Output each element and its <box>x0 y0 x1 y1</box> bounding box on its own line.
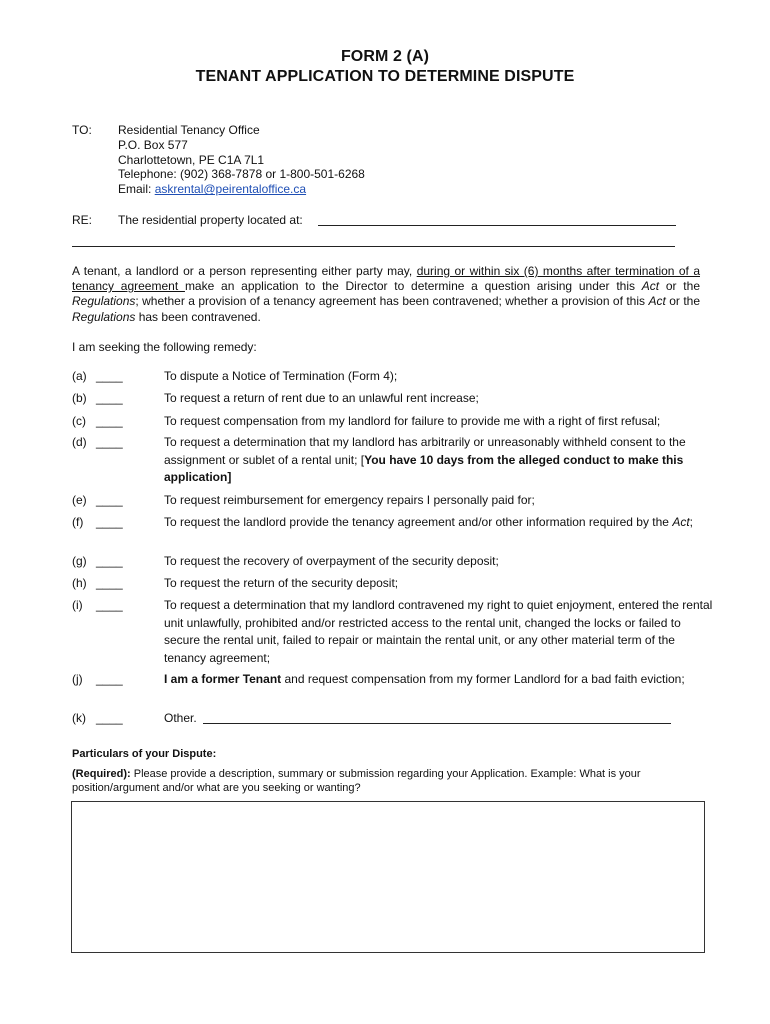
particulars-heading: Particulars of your Dispute: <box>72 748 217 760</box>
email-label: Email: <box>118 182 155 197</box>
remedy-i-checkbox-blank[interactable]: ____ <box>96 598 123 612</box>
remedy-f-checkbox-blank[interactable]: ____ <box>96 515 123 529</box>
particulars-instructions: (Required): Please provide a description, summary or submission regarding your Application. Example: What is your position/argument and/or what are you seeking or wanting? <box>72 768 641 794</box>
remedy-g-checkbox-blank[interactable]: ____ <box>96 554 123 568</box>
re-label: RE: <box>72 213 93 227</box>
remedy-h-checkbox-blank[interactable]: ____ <box>96 576 123 590</box>
remedy-e-checkbox-blank[interactable]: ____ <box>96 493 123 507</box>
address-block <box>118 123 365 197</box>
remedy-d-checkbox-blank[interactable]: ____ <box>96 435 123 449</box>
property-address-line-2[interactable] <box>72 246 675 247</box>
property-label: The residential property located at: <box>118 213 303 227</box>
remedy-k-checkbox-blank[interactable]: ____ <box>96 711 123 725</box>
to-label: TO: <box>72 123 92 137</box>
email-link[interactable]: askrental@peirentaloffice.ca <box>154 182 307 197</box>
remedy-a-checkbox-blank[interactable]: ____ <box>96 369 123 383</box>
intro-paragraph: A tenant, a landlord or a person representing either party may, during or within six (6) months after termination of a tenancy agreement make an application to the Director to determine a question arising under this Act or the Regulations; whether a provision of a tenancy agreement has been contravened; whether a provision of this Act or the Regulations has been contravened. <box>72 264 700 324</box>
property-address-line-1[interactable] <box>318 225 676 226</box>
address-line: P.O. Box 577 <box>118 137 188 152</box>
remedy-intro: I am seeking the following remedy: <box>72 340 257 354</box>
remedy-c-checkbox-blank[interactable]: ____ <box>96 414 123 428</box>
dispute-description-box[interactable] <box>71 801 705 953</box>
email-line <box>118 182 365 197</box>
other-remedy-line[interactable] <box>203 723 671 724</box>
form-number-title: FORM 2 (A) <box>340 48 430 65</box>
remedy-j-checkbox-blank[interactable]: ____ <box>96 672 123 686</box>
form-title: TENANT APPLICATION TO DETERMINE DISPUTE <box>195 68 575 85</box>
form-page: FORM 2 (A) TENANT APPLICATION TO DETERMINE DISPUTE TO: Residential Tenancy Office P.O. Box 577 Charlottetown, PE C1A 7L1 Telephone: (902) 368-7878 or 1-800-501-6268 Email: askrental@peirentaloffice.ca RE: The residential property located at: A tenant, a landlord or a person representing either party may, during or within six (6) months after termination of a tenancy agreement make an application to the Director to determine a question arising under this Act or the Regulations; whether a provision of a tenancy agreement has been contravened; whether a provision of this Act or the Regulations has been contravened. I am seeking the following remedy: (a) ____ To dispute a Notice of Termination (Form 4); (b) ____ To request a return of rent due to an unlawful rent increase; (c) ____ To request compensation from my landlord for failure to provide me with a right of first refusal; (d) ____ To request a determination that my landlord has arbitrarily or unreasonably withheld consent to the assignment or sublet of a rental unit; [You have 10 days from the alleged conduct to make this application] (e) ____ To request reimbursement for emergency repairs I personally paid for; (f) ____ To request the landlord provide the tenancy agreement and/or other information required by the Act; (g) ____ To request the recovery of overpayment of the security deposit; (h) ____ To request the return of the security deposit; (i) ____ To request a determination that my landlord contravened my right to quiet enjoyment, entered the rental unit unlawfully, prohibited and/or restricted access to the rental unit, changed the locks or failed to secure the rental unit, failed to repair or maintain the rental unit, or any other material term of the tenancy agreement; (j) ____ I am a former Tenant and request compensation from my former Landlord for a bad faith eviction; (k) ____ Other. Particulars of your Dispute: (Required): Please provide a description, summary or submission regarding your Application. Example: What is your position/argument and/or what are you seeking or wanting? <box>0 0 770 1024</box>
address-line: Residential Tenancy Office <box>118 123 260 137</box>
address-line: Charlottetown, PE C1A 7L1 <box>118 152 265 167</box>
telephone-line: Telephone: (902) 368-7878 or 1-800-501-6268 <box>118 167 365 182</box>
remedy-b-checkbox-blank[interactable]: ____ <box>96 391 123 405</box>
